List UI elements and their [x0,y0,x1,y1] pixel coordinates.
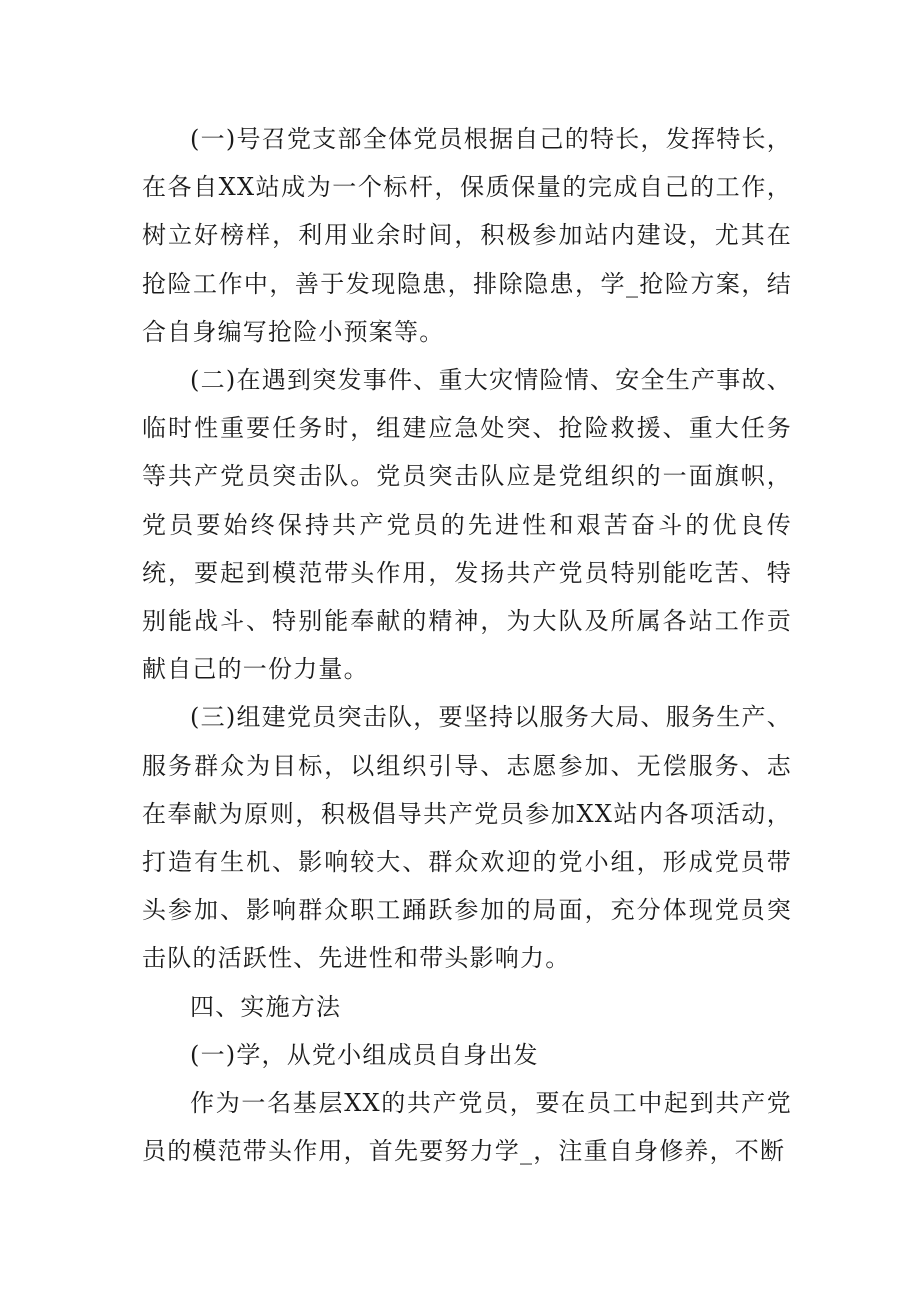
paragraph-2: (二)在遇到突发事件、重大灾情险情、安全生产事故、临时性重要任务时，组建应急处突、抢险救援、重大任务等共产党员突击队。党员突击队应是党组织的一面旗帜，党员要始终保持共产党员的先进性和艰苦奋斗的优良传统，要起到模范带头作用，发扬共产党员特别能吃苦、特别能战斗、特别能奉献的精神，为大队及所属各站工作贡献自己的一份力量。 [142,366,792,684]
section-heading: 四、实施方法 [190,992,342,1021]
sub-heading: (一)学，从党小组成员自身出发 [190,1040,539,1069]
document-page [142,115,792,1175]
paragraph-1: (一)号召党支部全体党员根据自己的特长，发挥特长，在各自XX站成为一个标杆，保质保量的完成自己的工作，树立好榜样，利用业余时间，积极参加站内建设，尤其在抢险工作中，善于发现隐患，排除隐患，学_抢险方案，结合自身编写抢险小预案等。 [142,125,792,346]
paragraph-4: 作为一名基层XX的共产党员，要在员工中起到共产党员的模范带头作用，首先要努力学_，注重自身修养，不断 [142,1089,792,1166]
paragraph-3: (三)组建党员突击队，要坚持以服务大局、服务生产、服务群众为目标，以组织引导、志愿参加、无偿服务、志在奉献为原则，积极倡导共产党员参加XX站内各项活动，打造有生机、影响较大、群众欢迎的党小组，形成党员带头参加、影响群众职工踊跃参加的局面，充分体现党员突击队的活跃性、先进性和带头影响力。 [142,703,792,973]
